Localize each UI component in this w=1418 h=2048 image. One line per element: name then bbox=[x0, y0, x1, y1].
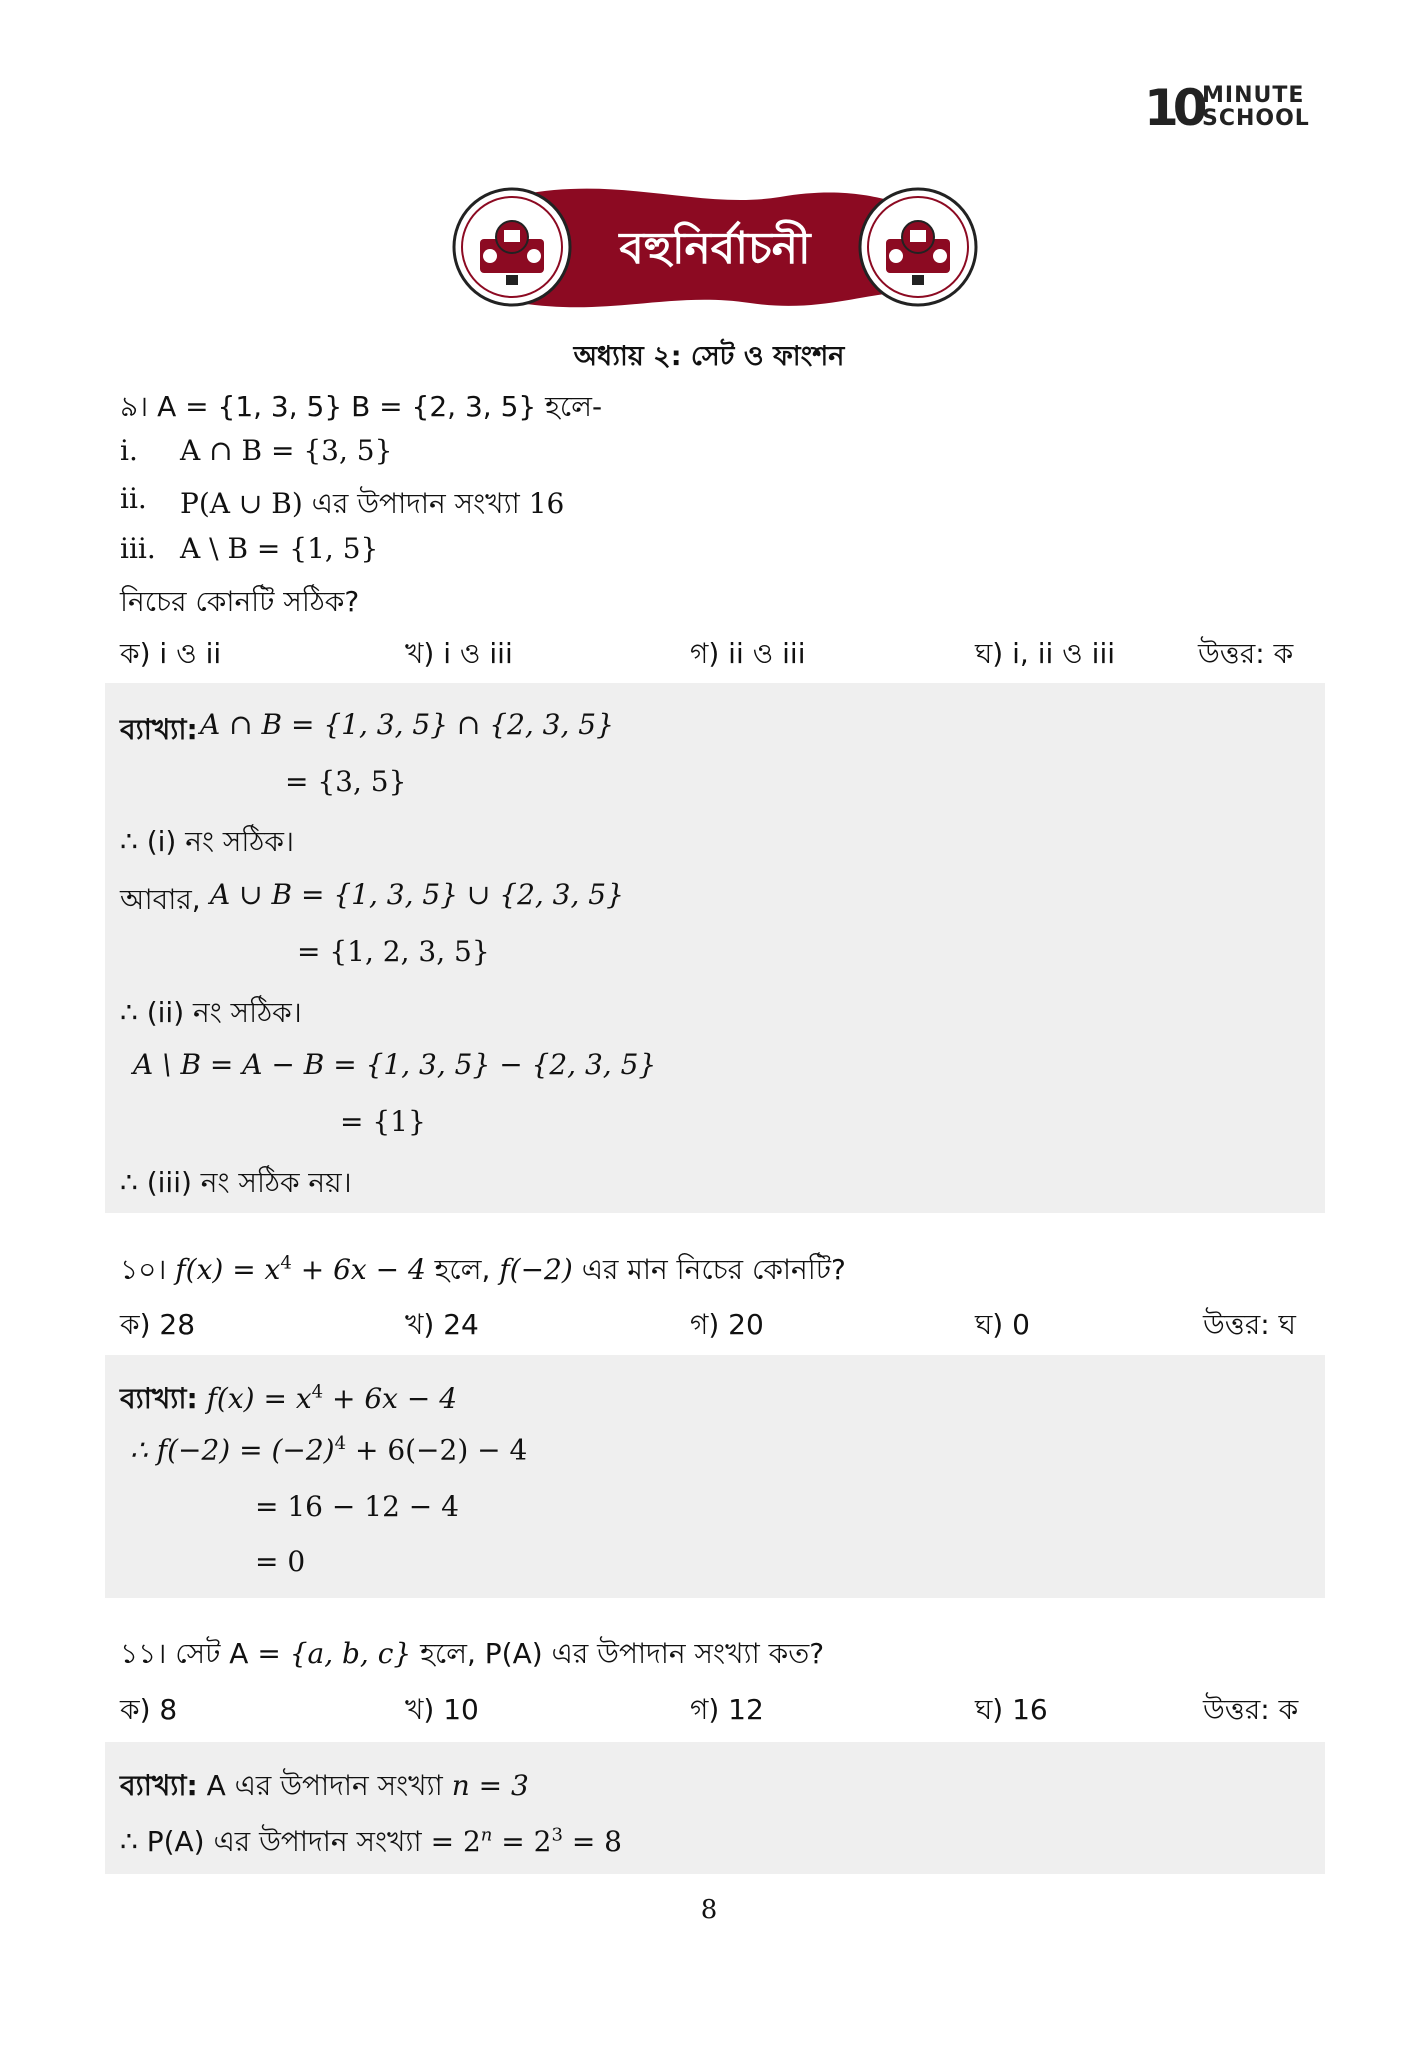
q9-stmt-2-num: ii. bbox=[120, 482, 147, 515]
q9-stem: ৯। A = {1, 3, 5} B = {2, 3, 5} হলে- bbox=[120, 390, 603, 423]
q9-exp-line-9: = {1} bbox=[340, 1105, 426, 1138]
q10-stem bbox=[120, 1248, 846, 1295]
q10-exp-line-4: = 0 bbox=[255, 1545, 306, 1578]
q11-set: {a, b, c} bbox=[289, 1637, 412, 1670]
logo-word-school: SCHOOL bbox=[1202, 106, 1310, 131]
q11-option-gha: ঘ) 16 bbox=[975, 1693, 1048, 1726]
q9-prompt: নিচের কোনটি সঠিক? bbox=[120, 585, 360, 618]
q9-option-ka: ক) i ও ii bbox=[120, 637, 222, 670]
q9-stmt-2: P(A ∪ B) এর উপাদান সংখ্যা 16 bbox=[180, 487, 565, 520]
q11-stem bbox=[120, 1632, 824, 1679]
q10-num: ১০। bbox=[120, 1253, 167, 1286]
q11-exp-line-1: ব্যাখ্যা: A এর উপাদান সংখ্যা n = 3 bbox=[120, 1769, 529, 1802]
banner-title: বহুনির্বাচনী bbox=[619, 223, 811, 274]
q9-exp-label: ব্যাখ্যা: bbox=[120, 713, 198, 746]
q10-lhs: f(x) = x bbox=[175, 1253, 281, 1286]
q10-option-ka: ক) 28 bbox=[120, 1308, 196, 1341]
q9-stmt-1: A ∩ B = {3, 5} bbox=[180, 434, 393, 467]
q9-option-kha: খ) i ও iii bbox=[405, 637, 513, 670]
q9-exp-line-10: ∴ (iii) নং সঠিক নয়। bbox=[120, 1166, 352, 1199]
logo-mark: 10 bbox=[1144, 79, 1202, 137]
q10-mid: হলে, bbox=[434, 1253, 491, 1286]
q10-answer: উত্তর: ঘ bbox=[1203, 1308, 1296, 1341]
q10-exp-line-1: ব্যাখ্যা: $f(x) = x^4 + 6x - 4$ bbox=[120, 1381, 458, 1415]
q9-exp-line-4: আবার, bbox=[120, 883, 201, 916]
q9-option-ga: গ) ii ও iii bbox=[690, 637, 806, 670]
q11-exp-label: ব্যাখ্যা: bbox=[120, 1769, 198, 1802]
q9-stmt-1-num: i. bbox=[120, 434, 138, 467]
q11-num: ১১। bbox=[120, 1637, 167, 1670]
q11-option-kha: খ) 10 bbox=[405, 1693, 479, 1726]
q9-exp-line-7: ∴ (ii) নং সঠিক। bbox=[120, 996, 302, 1029]
logo-word-minute: MINUTE bbox=[1202, 83, 1305, 108]
q10-rhs: + 6x − 4 bbox=[300, 1253, 426, 1286]
q9-exp-line-3: ∴ (i) নং সঠিক। bbox=[120, 825, 294, 858]
logo-words bbox=[1202, 84, 1310, 130]
q9-exp-line-6: = {1, 2, 3, 5} bbox=[297, 935, 490, 968]
page-number: 8 bbox=[700, 1895, 718, 1925]
q10-option-ga: গ) 20 bbox=[690, 1308, 764, 1341]
q10-option-kha: খ) 24 bbox=[405, 1308, 479, 1341]
q11-tail: হলে, P(A) এর উপাদান সংখ্যা কত? bbox=[420, 1637, 825, 1670]
chapter-heading: অধ্যায় ২: সেট ও ফাংশন bbox=[573, 341, 845, 372]
q10-exp-line-3: = 16 − 12 − 4 bbox=[255, 1490, 459, 1523]
q9-stmt-3-num: iii. bbox=[120, 532, 156, 565]
q10-exp-label: ব্যাখ্যা: bbox=[120, 1382, 198, 1415]
q11-answer: উত্তর: ক bbox=[1203, 1693, 1299, 1726]
q9-exp-line-2: = {3, 5} bbox=[285, 765, 407, 798]
q11-exp-line-2: ∴ P(A) এর উপাদান সংখ্যা = $2^n = 2^3 = 8$ bbox=[120, 1824, 622, 1858]
q10-option-gha: ঘ) 0 bbox=[975, 1308, 1030, 1341]
q9-exp-line-8: A \ B = A − B = {1, 3, 5} − {2, 3, 5} bbox=[133, 1048, 657, 1081]
q11-option-ga: গ) 12 bbox=[690, 1693, 764, 1726]
q10-tail: এর মান নিচের কোনটি? bbox=[581, 1253, 846, 1286]
section-banner bbox=[450, 175, 980, 325]
brand-logo bbox=[1144, 80, 1324, 136]
q10-exponent: 4 bbox=[280, 1252, 292, 1274]
q9-stmt-3: A \ B = {1, 5} bbox=[180, 532, 379, 565]
q9-explanation-box bbox=[105, 683, 1325, 1213]
q9-answer: উত্তর: ক bbox=[1198, 637, 1294, 670]
q9-exp-line-1: A ∩ B = {1, 3, 5} ∩ {2, 3, 5} bbox=[200, 708, 614, 741]
q10-explanation-box bbox=[105, 1355, 1325, 1598]
q11-option-ka: ক) 8 bbox=[120, 1693, 178, 1726]
q10-exp-line-2: ∴ $f(-2) = (-2)^4 + 6(-2) - 4$ bbox=[130, 1433, 528, 1467]
q10-fm2: f(−2) bbox=[499, 1253, 573, 1286]
q9-exp-line-5: A ∪ B = {1, 3, 5} ∪ {2, 3, 5} bbox=[210, 878, 624, 911]
q9-option-gha: ঘ) i, ii ও iii bbox=[975, 637, 1116, 670]
q11-explanation-box bbox=[105, 1742, 1325, 1874]
q11-pre: সেট A = bbox=[175, 1637, 281, 1670]
